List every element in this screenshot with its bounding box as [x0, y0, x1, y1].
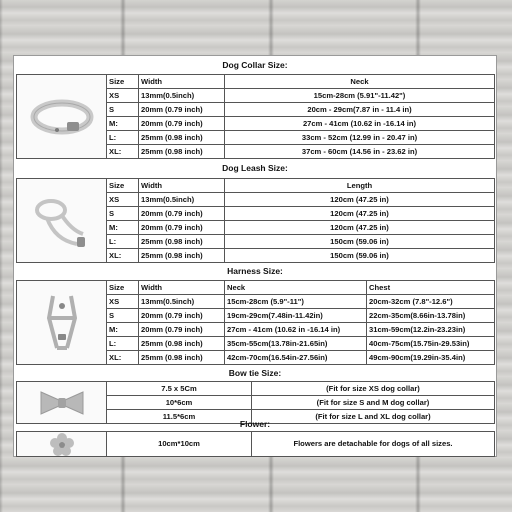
cell-size: S — [107, 309, 139, 323]
table-row — [17, 432, 495, 457]
cell-width: 25mm (0.98 inch) — [139, 235, 225, 249]
cell-length: 120cm (47.25 in) — [225, 193, 495, 207]
cell-size: S — [107, 103, 139, 117]
flower-icon — [49, 432, 75, 456]
cell-size: M: — [107, 323, 139, 337]
cell-size: L: — [107, 337, 139, 351]
header-neck: Neck — [225, 75, 495, 89]
cell-width: 20mm (0.79 inch) — [139, 323, 225, 337]
cell-neck: 19cm-29cm(7.48in-11.42in) — [225, 309, 367, 323]
size-chart — [13, 55, 497, 457]
cell-width: 25mm (0.98 inch) — [139, 337, 225, 351]
cell-neck: 27cm - 41cm (10.62 in -16.14 in) — [225, 117, 495, 131]
flower-section-title: Flower: — [239, 419, 271, 429]
cell-width: 20mm (0.79 inch) — [139, 221, 225, 235]
cell-width: 13mm(0.5inch) — [139, 295, 225, 309]
cell-size: L: — [107, 235, 139, 249]
header-length: Length — [225, 179, 495, 193]
cell-size: XS — [107, 295, 139, 309]
cell-chest: 49cm-90cm(19.29in-35.4in) — [367, 351, 495, 365]
cell-neck: 42cm-70cm(16.54in-27.56in) — [225, 351, 367, 365]
bowtie-section-title: Bow tie Size: — [228, 368, 282, 378]
table-header-row — [17, 179, 495, 193]
cell-flower-note: Flowers are detachable for dogs of all sizes. — [252, 432, 495, 457]
cell-width: 20mm (0.79 inch) — [139, 207, 225, 221]
header-size: Size — [107, 179, 139, 193]
header-size: Size — [107, 75, 139, 89]
harness-image — [17, 281, 107, 365]
bowtie-icon — [37, 388, 87, 418]
cell-neck: 33cm - 52cm (12.99 in - 20.47 in) — [225, 131, 495, 145]
cell-bowtie-size: 7.5 x 5Cm — [107, 382, 252, 396]
table-header-row — [17, 281, 495, 295]
collar-icon — [27, 92, 97, 142]
cell-neck: 20cm - 29cm(7.87 in - 11.4 in) — [225, 103, 495, 117]
cell-length: 150cm (59.06 in) — [225, 249, 495, 263]
collar-image — [17, 75, 107, 159]
cell-size: XS — [107, 89, 139, 103]
collar-section-title: Dog Collar Size: — [222, 60, 288, 70]
collar-table — [16, 74, 495, 159]
cell-bowtie-fit: (Fit for size L and XL dog collar) — [252, 410, 495, 424]
header-chest: Chest — [367, 281, 495, 295]
cell-chest: 40cm-75cm(15.75in-29.53in) — [367, 337, 495, 351]
cell-size: XS — [107, 193, 139, 207]
cell-length: 120cm (47.25 in) — [225, 221, 495, 235]
cell-chest: 31cm-59cm(12.2in-23.23in) — [367, 323, 495, 337]
harness-section-title: Harness Size: — [227, 266, 283, 276]
cell-bowtie-fit: (Fit for size XS dog collar) — [252, 382, 495, 396]
cell-width: 20mm (0.79 inch) — [139, 117, 225, 131]
leash-table — [16, 178, 495, 263]
cell-width: 25mm (0.98 inch) — [139, 351, 225, 365]
cell-bowtie-size: 11.5*6cm — [107, 410, 252, 424]
cell-length: 120cm (47.25 in) — [225, 207, 495, 221]
flower-image — [17, 432, 107, 457]
cell-length: 150cm (59.06 in) — [225, 235, 495, 249]
cell-width: 13mm(0.5inch) — [139, 89, 225, 103]
cell-size: S — [107, 207, 139, 221]
cell-width: 25mm (0.98 inch) — [139, 145, 225, 159]
harness-icon — [27, 288, 97, 358]
table-header-row — [17, 75, 495, 89]
cell-bowtie-fit: (Fit for size S and M dog collar) — [252, 396, 495, 410]
leash-section-title: Dog Leash Size: — [222, 163, 288, 173]
harness-table — [16, 280, 495, 365]
cell-width: 25mm (0.98 inch) — [139, 249, 225, 263]
header-width: Width — [139, 179, 225, 193]
cell-size: XL: — [107, 145, 139, 159]
cell-neck: 15cm-28cm (5.91"-11.42") — [225, 89, 495, 103]
cell-neck: 15cm-28cm (5.9"-11") — [225, 295, 367, 309]
cell-neck: 37cm - 60cm (14.56 in - 23.62 in) — [225, 145, 495, 159]
cell-width: 13mm(0.5inch) — [139, 193, 225, 207]
cell-bowtie-size: 10*6cm — [107, 396, 252, 410]
leash-image — [17, 179, 107, 263]
cell-neck: 27cm - 41cm (10.62 in -16.14 in) — [225, 323, 367, 337]
cell-size: L: — [107, 131, 139, 145]
header-width: Width — [139, 281, 225, 295]
cell-width: 20mm (0.79 inch) — [139, 309, 225, 323]
cell-width: 25mm (0.98 inch) — [139, 131, 225, 145]
flower-table — [16, 431, 495, 457]
cell-width: 20mm (0.79 inch) — [139, 103, 225, 117]
header-neck: Neck — [225, 281, 367, 295]
leash-icon — [27, 190, 97, 252]
cell-size: XL: — [107, 351, 139, 365]
cell-size: XL: — [107, 249, 139, 263]
cell-chest: 22cm-35cm(8.66in-13.78in) — [367, 309, 495, 323]
cell-flower-size: 10cm*10cm — [107, 432, 252, 457]
cell-size: M: — [107, 221, 139, 235]
table-row — [17, 382, 495, 396]
cell-size: M: — [107, 117, 139, 131]
header-width: Width — [139, 75, 225, 89]
cell-neck: 35cm-55cm(13.78in-21.65in) — [225, 337, 367, 351]
header-size: Size — [107, 281, 139, 295]
cell-chest: 20cm-32cm (7.8"-12.6") — [367, 295, 495, 309]
